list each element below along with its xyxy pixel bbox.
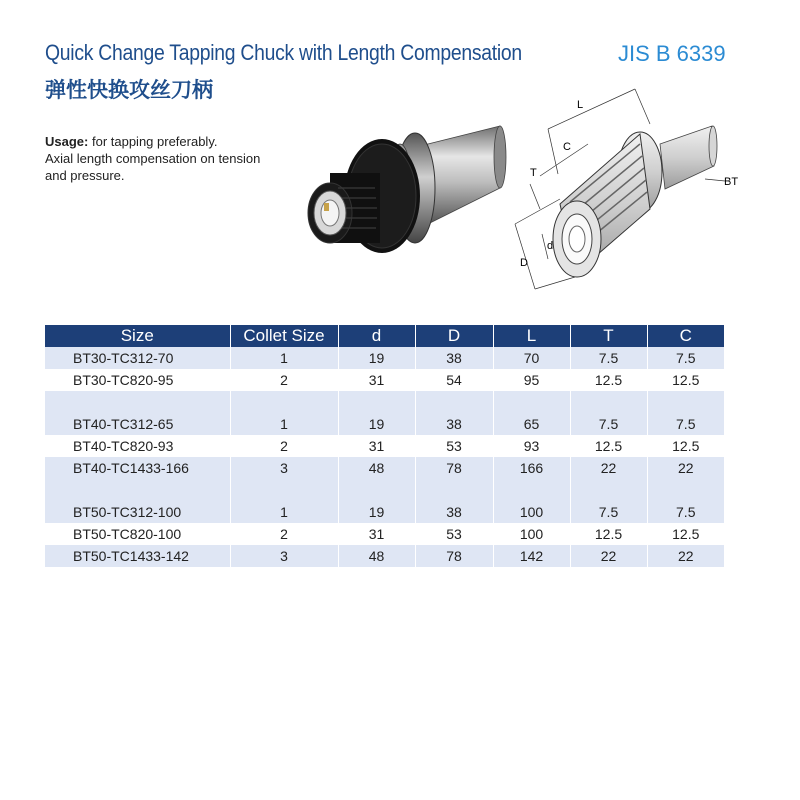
- table-cell: 53: [415, 523, 493, 545]
- table-cell: 53: [415, 435, 493, 457]
- table-cell: 22: [647, 545, 724, 567]
- table-cell: 1: [230, 347, 338, 369]
- table-cell: 48: [338, 545, 415, 567]
- col-header-C: C: [647, 325, 724, 347]
- separator-cell: [230, 391, 338, 413]
- table-row: [45, 435, 724, 457]
- table-cell: 1: [230, 501, 338, 523]
- col-header-size: Size: [45, 325, 230, 347]
- table-cell: 31: [338, 523, 415, 545]
- separator-cell: [647, 391, 724, 413]
- table-cell: 100: [493, 501, 570, 523]
- table-cell: BT40-TC312-65: [45, 413, 230, 435]
- separator-cell: [415, 391, 493, 413]
- table-cell: 7.5: [570, 501, 647, 523]
- col-header-d: d: [338, 325, 415, 347]
- table-row: [45, 457, 724, 479]
- table-header-row: [45, 325, 724, 347]
- standard-code: JIS B 6339: [618, 41, 726, 66]
- table-cell: BT40-TC820-93: [45, 435, 230, 457]
- table-cell: BT30-TC820-95: [45, 369, 230, 391]
- separator-cell: [338, 479, 415, 501]
- table-cell: 7.5: [647, 347, 724, 369]
- table-cell: BT50-TC1433-142: [45, 545, 230, 567]
- table-cell: 2: [230, 523, 338, 545]
- col-header-D: D: [415, 325, 493, 347]
- table-row: [45, 545, 724, 567]
- table-cell: BT40-TC1433-166: [45, 457, 230, 479]
- table-cell: 38: [415, 347, 493, 369]
- table-cell: 22: [570, 545, 647, 567]
- table-cell: 70: [493, 347, 570, 369]
- table-cell: 1: [230, 413, 338, 435]
- table-cell: 65: [493, 413, 570, 435]
- table-cell: 166: [493, 457, 570, 479]
- table-cell: 7.5: [647, 413, 724, 435]
- table-cell: 78: [415, 457, 493, 479]
- table-cell: 7.5: [570, 347, 647, 369]
- dim-label-D: D: [520, 257, 528, 269]
- table-cell: 31: [338, 435, 415, 457]
- col-header-T: T: [570, 325, 647, 347]
- separator-cell: [493, 479, 570, 501]
- separator-cell: [45, 391, 230, 413]
- table-cell: 2: [230, 369, 338, 391]
- table-cell: 19: [338, 413, 415, 435]
- table-cell: 12.5: [647, 369, 724, 391]
- table-cell: 48: [338, 457, 415, 479]
- usage-label: Usage:: [45, 134, 89, 149]
- table-cell: 12.5: [647, 435, 724, 457]
- usage-text-2: Axial length compensation on tension and pressure.: [45, 151, 261, 183]
- table-cell: 93: [493, 435, 570, 457]
- table-cell: 3: [230, 457, 338, 479]
- table-row: [45, 523, 724, 545]
- table-cell: 38: [415, 501, 493, 523]
- table-row: [45, 369, 724, 391]
- table-cell: 38: [415, 413, 493, 435]
- separator-cell: [570, 479, 647, 501]
- page-title-chinese: 弹性快换攻丝刀柄: [45, 78, 213, 102]
- table-cell: 142: [493, 545, 570, 567]
- separator-cell: [493, 391, 570, 413]
- dim-label-d: d: [547, 240, 554, 252]
- table-cell: BT30-TC312-70: [45, 347, 230, 369]
- separator-cell: [570, 391, 647, 413]
- separator-cell: [230, 479, 338, 501]
- separator-cell: [647, 479, 724, 501]
- table-cell: 100: [493, 523, 570, 545]
- table-row: [45, 501, 724, 523]
- table-cell: 78: [415, 545, 493, 567]
- dim-label-C: C: [563, 141, 571, 153]
- table-cell: 7.5: [570, 413, 647, 435]
- table-row: [45, 347, 724, 369]
- table-cell: BT50-TC312-100: [45, 501, 230, 523]
- separator-cell: [45, 479, 230, 501]
- usage-text-1: for tapping preferably.: [88, 134, 218, 149]
- separator-cell: [415, 479, 493, 501]
- table-cell: 12.5: [570, 523, 647, 545]
- table-cell: 12.5: [570, 435, 647, 457]
- technical-drawing: [500, 84, 755, 299]
- spec-table: [45, 325, 724, 567]
- dim-label-BT: BT: [724, 176, 739, 188]
- table-cell: 12.5: [570, 369, 647, 391]
- page-title: Quick Change Tapping Chuck with Length Compensation: [45, 40, 522, 65]
- table-row: [45, 413, 724, 435]
- table-cell: 2: [230, 435, 338, 457]
- usage-description: [45, 133, 265, 184]
- table-cell: 7.5: [647, 501, 724, 523]
- table-cell: BT50-TC820-100: [45, 523, 230, 545]
- table-cell: 22: [570, 457, 647, 479]
- table-cell: 12.5: [647, 523, 724, 545]
- table-cell: 95: [493, 369, 570, 391]
- group-separator-row: [45, 391, 724, 413]
- table-cell: 31: [338, 369, 415, 391]
- dim-label-L: L: [577, 99, 584, 111]
- table-cell: 3: [230, 545, 338, 567]
- table-cell: 22: [647, 457, 724, 479]
- table-cell: 19: [338, 347, 415, 369]
- separator-cell: [338, 391, 415, 413]
- col-header-L: L: [493, 325, 570, 347]
- col-header-collet-size: Collet Size: [230, 325, 338, 347]
- table-cell: 54: [415, 369, 493, 391]
- product-photo: [300, 118, 510, 263]
- table-cell: 19: [338, 501, 415, 523]
- group-separator-row: [45, 479, 724, 501]
- dim-label-T: T: [530, 167, 537, 179]
